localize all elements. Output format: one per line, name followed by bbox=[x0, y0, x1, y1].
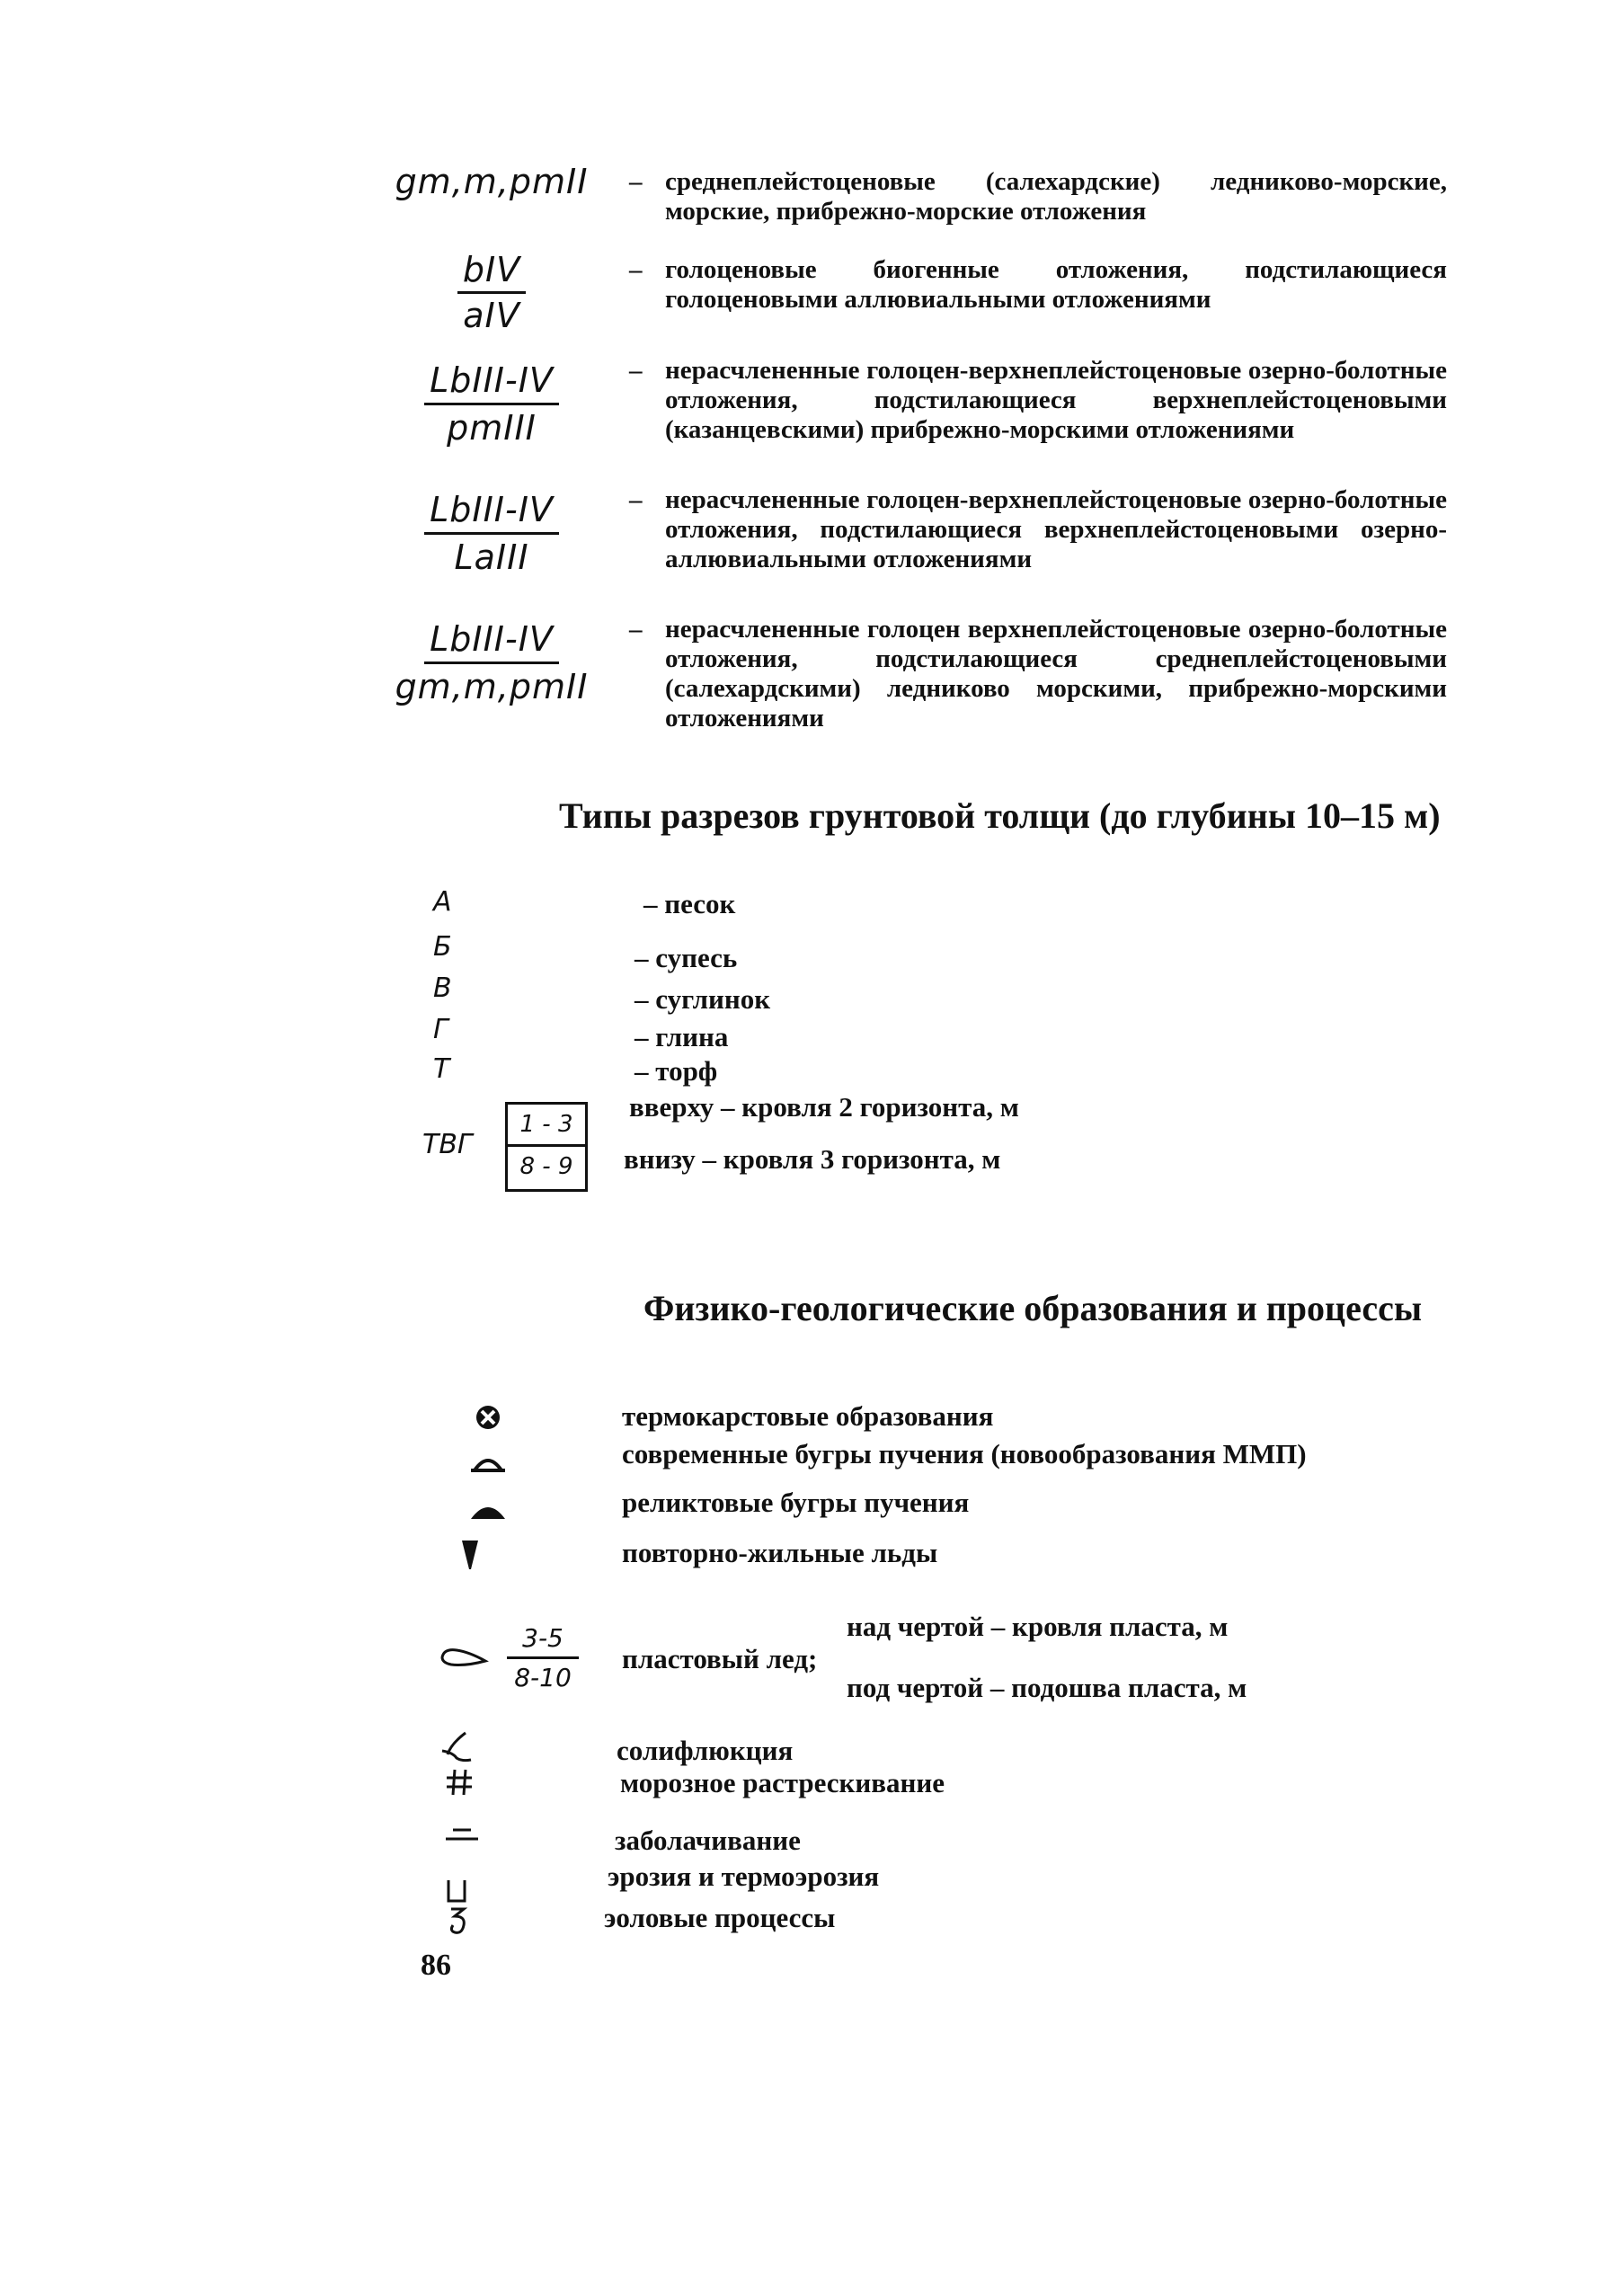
process-label: морозное растрескивание bbox=[620, 1767, 945, 1798]
section-title-types: Типы разрезов грунтовой толщи (до глубины 10–15 м) bbox=[559, 795, 1441, 836]
process-label: реликтовые бугры пучения bbox=[622, 1487, 970, 1518]
combo-top: 1 - 3 bbox=[508, 1105, 585, 1147]
process-label: термокарстовые образования bbox=[622, 1400, 994, 1432]
frost-cracking-icon bbox=[444, 1767, 475, 1798]
legend-text: нерасчлененные голоцен-верхнеплейстоценовые озерно-болотные отложения, подстилающиеся верхнеплейстоценовыми (казанцевскими) прибрежно-морскими отложениями bbox=[665, 356, 1447, 444]
type-label: – торф bbox=[635, 1055, 718, 1087]
legend-text: нерасчлененные голоцен-верхнеплейстоценовые озерно-болотные отложения, подстилающиеся верхнеплейстоценовыми озерно-аллювиальными отложениями bbox=[665, 485, 1447, 573]
combo-code: ТВГ bbox=[422, 1129, 473, 1160]
ice-bottom: 8-10 bbox=[514, 1663, 572, 1692]
ice-fraction bbox=[507, 1623, 579, 1692]
legend-symbol bbox=[388, 162, 595, 201]
symbol-top: gm,m,pmII bbox=[395, 162, 589, 201]
ice-label: пластовый лед; bbox=[622, 1643, 818, 1674]
legend-text: голоценовые биогенные отложения, подстилающиеся голоценовыми аллювиальными отложениями bbox=[665, 255, 1447, 314]
page-number: 86 bbox=[421, 1949, 451, 1982]
symbol-bottom: pmIII bbox=[447, 408, 537, 448]
symbol-bottom: aIV bbox=[463, 296, 520, 335]
combo-top-text: вверху – кровля 2 горизонта, м bbox=[629, 1091, 1019, 1123]
symbol-top: LbIII-IV bbox=[424, 360, 559, 405]
type-code: Т bbox=[433, 1053, 450, 1085]
modern-frost-mound-icon bbox=[467, 1449, 509, 1476]
section-title-processes: Физико-геологические образования и процессы bbox=[643, 1288, 1423, 1328]
process-label: повторно-жильные льды bbox=[622, 1537, 938, 1568]
ice-top-text: над чертой – кровля пласта, м bbox=[847, 1611, 1229, 1642]
thermokarst-icon bbox=[473, 1402, 503, 1433]
type-label: – супесь bbox=[635, 942, 738, 973]
dash: – bbox=[629, 255, 643, 284]
tabular-ice-icon bbox=[439, 1645, 489, 1670]
erosion-icon bbox=[446, 1878, 467, 1904]
dash: – bbox=[629, 485, 643, 514]
solifluction-icon bbox=[439, 1729, 475, 1765]
dash: – bbox=[629, 167, 643, 196]
swamping-icon bbox=[444, 1825, 480, 1846]
symbol-top: bIV bbox=[457, 250, 526, 294]
process-label: современные бугры пучения (новообразования ММП) bbox=[622, 1438, 1307, 1470]
symbol-top: LbIII-IV bbox=[424, 489, 559, 535]
process-label: заболачивание bbox=[615, 1825, 801, 1856]
dash: – bbox=[629, 615, 643, 644]
combo-bottom-text: внизу – кровля 3 горизонта, м bbox=[624, 1143, 1001, 1175]
combo-box bbox=[505, 1102, 588, 1192]
ice-wedge-icon bbox=[460, 1539, 480, 1571]
legend-text: нерасчлененные голоцен верхнеплейстоценовые озерно-болотные отложения, подстилающиеся среднеплейстоценовыми (салехардскими) ледниково морскими, прибрежно-морскими отложениями bbox=[665, 615, 1447, 733]
process-label: эоловые процессы bbox=[604, 1902, 836, 1933]
combo-bottom: 8 - 9 bbox=[519, 1153, 573, 1180]
type-code: А bbox=[433, 886, 452, 918]
type-code: Б bbox=[433, 931, 452, 963]
process-label: эрозия и термоэрозия bbox=[608, 1860, 880, 1892]
type-label: – песок bbox=[643, 888, 736, 919]
type-label: – суглинок bbox=[635, 983, 771, 1015]
legend-symbol bbox=[388, 618, 595, 707]
ice-top: 3-5 bbox=[507, 1623, 579, 1659]
legend-symbol bbox=[388, 489, 595, 578]
ice-bottom-text: под чертой – подошва пласта, м bbox=[847, 1672, 1247, 1703]
legend-symbol bbox=[388, 360, 595, 448]
legend-description bbox=[629, 356, 1447, 445]
relict-frost-mound-icon bbox=[467, 1496, 509, 1523]
aeolian-icon bbox=[448, 1905, 469, 1936]
legend-description bbox=[629, 167, 1447, 226]
process-label: солифлюкция bbox=[617, 1735, 794, 1766]
type-code: В bbox=[433, 972, 452, 1004]
legend-description bbox=[629, 615, 1447, 733]
symbol-top: LbIII-IV bbox=[424, 618, 559, 664]
symbol-bottom: gm,m,pmII bbox=[395, 667, 589, 706]
type-code: Г bbox=[433, 1014, 448, 1045]
legend-text: среднеплейстоценовые (салехардские) ледниково-морские, морские, прибрежно-морские отложения bbox=[665, 167, 1447, 226]
legend-description bbox=[629, 255, 1447, 315]
legend-symbol bbox=[388, 250, 595, 335]
dash: – bbox=[629, 356, 643, 385]
symbol-bottom: LaIII bbox=[454, 537, 529, 577]
type-label: – глина bbox=[635, 1021, 729, 1052]
legend-description bbox=[629, 485, 1447, 574]
